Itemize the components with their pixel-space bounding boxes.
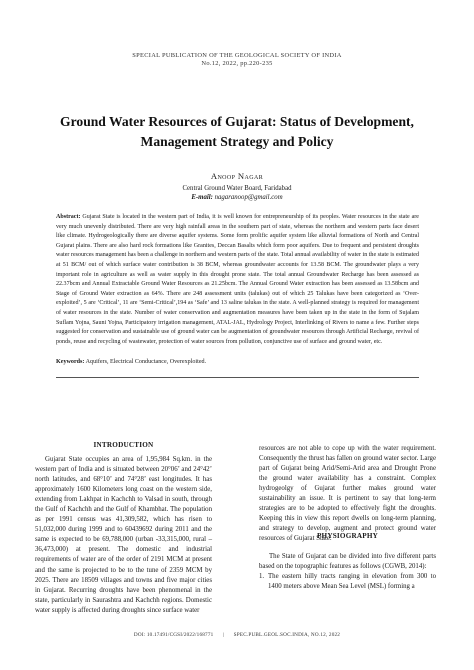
divider [56, 377, 419, 378]
journal-header [0, 52, 474, 68]
physiography-heading: PHYSIOGRAPHY [316, 532, 379, 540]
keywords [56, 359, 419, 365]
footer-reference: SPEC.PUBL.GEOL.SOC.INDIA, NO.12, 2022 [233, 632, 341, 638]
footer-doi: DOI: 10.17491/CGSI/2022/168771 [133, 632, 214, 638]
email-value: nagaranoop@gmail.com [214, 194, 283, 201]
author-text: Anoop Nagar [210, 171, 264, 181]
physiography-intro [259, 552, 436, 572]
paper-title: Ground Water Resources of Gujarat: Status of Development, Management Strategy and Policy [60, 114, 414, 149]
footer-separator: | [222, 632, 225, 638]
list-text: The eastern hilly tracts ranging in elevation from 300 to 1400 meters above Mean Sea Level (MSL) forming a [268, 573, 436, 591]
abstract-text: Gujarat State is located in the western part of India, it is well known for entrepreneurship of its peoples. Water resources in the state are very much unevenly distributed. There are very high rainfall areas in the southern part of state, whereas the northern and western parts face desert like climate. Hydrogeologically there are diverse aquifer systems. Some form prolific aquifer system like alluvial formations of North and Central Gujarat plains. There are also hard rock formations like Granites, Deccan Basalts which form poor aquifers. Due to frequent and persistent droughts water resources management has been a challenge in northern and western parts of the state. Total annual availability of water in the state is estimated at 51 BCM/ out of which surface water contribution is 38 BCM, whereas groundwater accounts for 13.58 BCM. The groundwater plays a very important role in agriculture as well as water supply in this drought prone state. The total annual Groundwater Recharge has been assessed as 22.37bcm and Annual Extractable Ground Water Resources as 21.25bcm. The Annual Ground Water extraction has been assessed as 13.58bcm and Stage of Ground Water extraction as 64%. There are 248 assessment units (talukas) out of which 25 Talukas have been categorized as ‘Over- exploited’, 5 are ‘Critical’, 11 are ‘Semi-Critical’,194 as ‘Safe’ and 13 saline talukas in the state. A well-planned strategy is required for management of water resources in the state. Number of water conservation and augmentation measures have been taken up in the state in the form of Sujalam Suflam Yojna, Sauni Yojna, Participatory irrigation management, ATAL-JAL, Hydrology Project, Interlinking of Rivers to name a few. Further steps suggested for conservation and sustainable use of ground water can be augmentation of groundwater resources through Artificial Recharge, revival of ponds, reuse and recycling of wastewater, protection of water sources from pollution, conjunctive use of surface and ground water, etc. [56, 214, 419, 345]
page-footer [0, 632, 474, 638]
introduction-heading: INTRODUCTION [93, 441, 154, 449]
journal-issue: No.12, 2022, pp.220-235 [201, 60, 273, 67]
introduction-body [35, 455, 212, 616]
introduction-text: Gujarat State occupies an area of 1,95,984 Sq.km. in the western part of India and is situated between 20°06’ and 24°42’ north latitudes, and 68°10’ and 74°28’ east longitudes. It has approximately 1600 Kilometers long coast on the western side, extending from Lakhpat in Kachchh to Valsad in south, through the Gulf of Kachchh and the Gulf of Khambhat. The population as per 1991 census was 41,309,582, which has risen to 51,032,000 during 1999 and to 60439692 during 2011 and the same is expected to be 69,788,000 (urban -33,315,000, rural – 36,473,000) at present. The domestic and industrial requirements of water are of the order of 2191 MCM at present and the same is projected to be to the tune of 2359 MCM by 2025. There are 18509 villages and towns and five major cities in Gujarat. Recurring droughts have been phenomenal in the state, particularly in Saurashtra and Kachchh regions. Domestic water supply is affected during droughts since surface water [35, 456, 212, 614]
right-column-text: resources are not able to cope up with the water requirement. Consequently the thrust has fallen on ground water sector. Large part of Gujarat being Arid/Semi-Arid area and Drought Prone the ground water availability has a constraint. Complex hydrogeolgy of Gujarat further makes ground water sustainability an issue. It is pertinent to say that long-term strategies are to be adopted to effectively fight the droughts. Keeping this in view this report dwells on long-term planning, and strategy to develop, augment and protect ground water resources of Gujarat State. [259, 445, 436, 543]
list-number: 1. [259, 573, 265, 581]
author-affiliation: Central Ground Water Board, Faridabad [182, 185, 292, 192]
keywords-label: Keywords: [56, 359, 85, 365]
journal-name: SPECIAL PUBLICATION OF THE GEOLOGICAL SOCIETY OF INDIA [132, 52, 342, 59]
list-item [259, 572, 436, 592]
keywords-text: Aquifers, Electrical Conductance, Overexploited. [85, 359, 207, 365]
author-name [0, 171, 474, 181]
email-label: E-mail: [191, 194, 213, 201]
physiography-body [259, 552, 436, 592]
abstract [56, 213, 419, 347]
physiography-intro-text: The State of Gujarat can be divided into five different parts based on the topographic features as follows (CGWB, 2014): [259, 553, 436, 571]
author-email [0, 194, 474, 201]
abstract-label: Abstract: [56, 214, 81, 220]
